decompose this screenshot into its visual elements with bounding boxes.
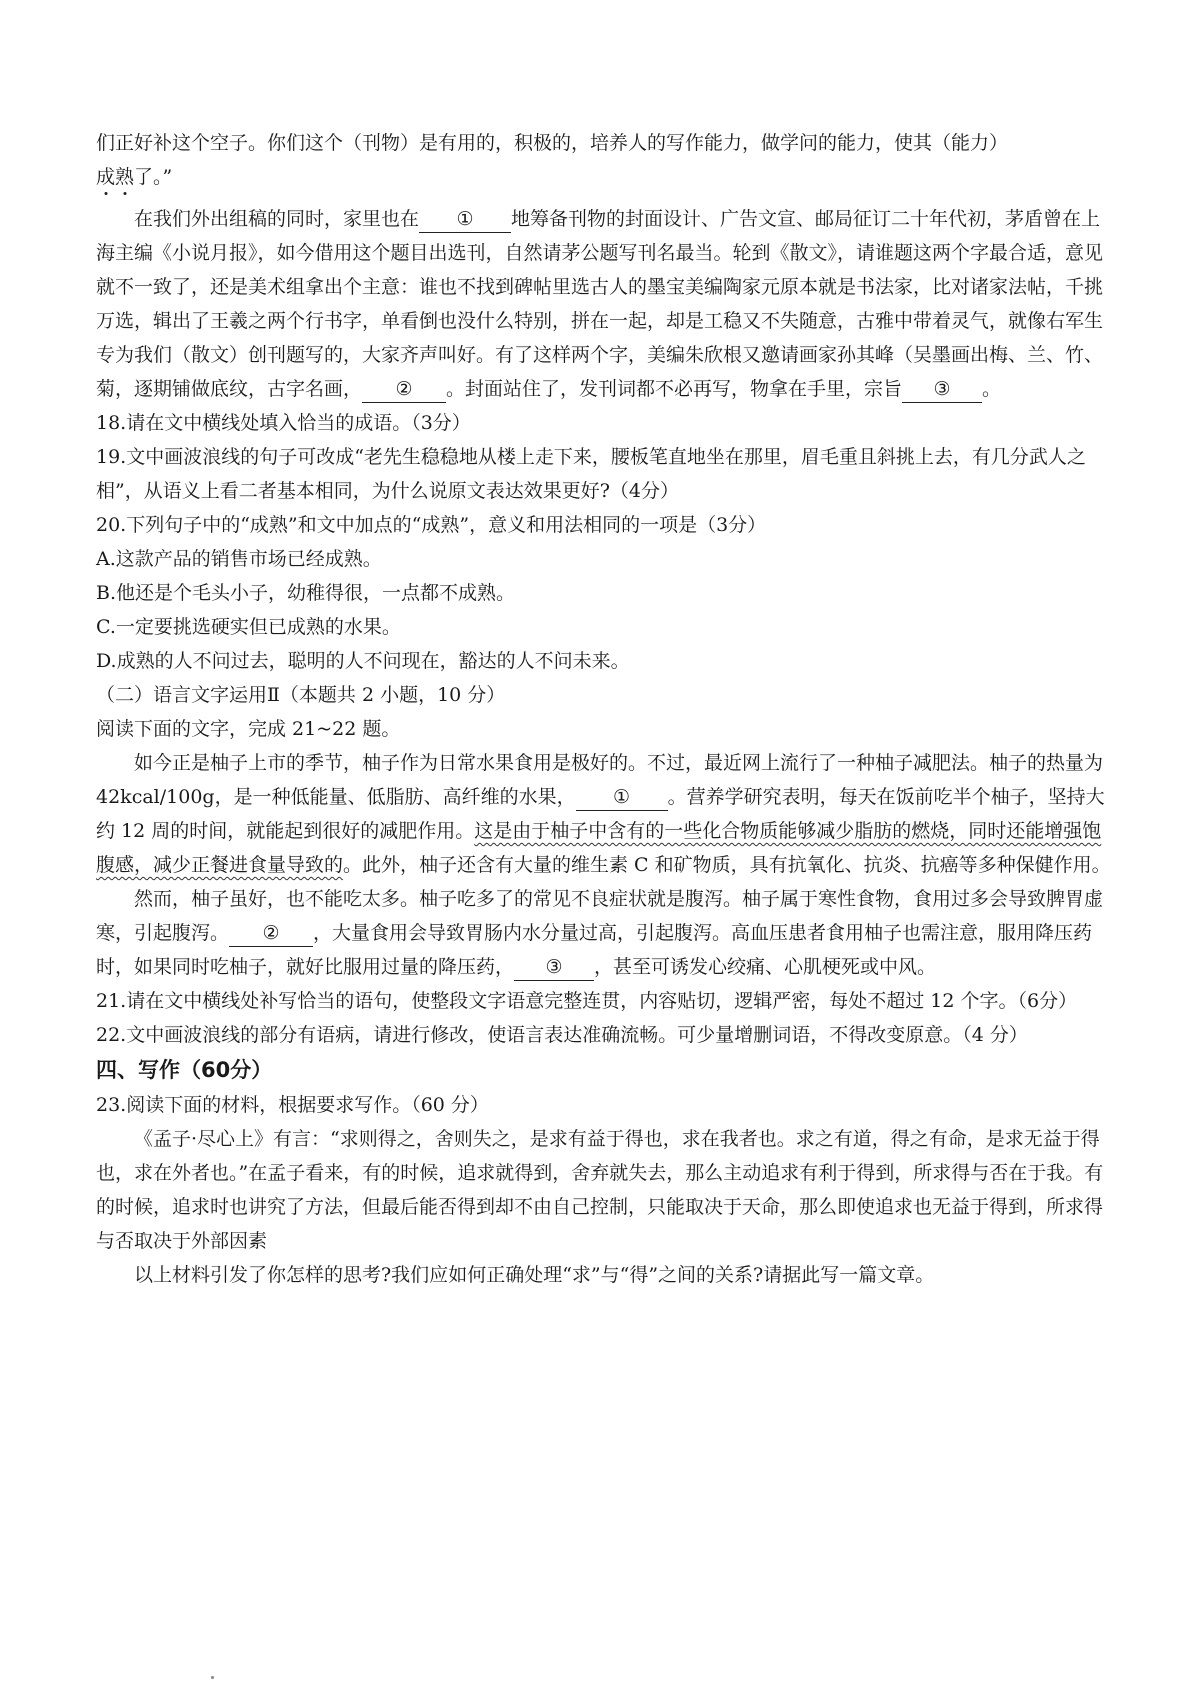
reading-instructions: 阅读下面的文字，完成 21~22 题。 [96,718,401,740]
passage-line: 们正好补这个空子。你们这个（刊物）是有用的，积极的，培养人的写作能力，做学问的能力，使其（能力） [96,132,1009,154]
passage-paragraph [96,882,1116,984]
passage-text: ，甚至可诱发心绞痛、心肌梗死或中风。 [594,956,937,978]
fill-blank-1[interactable]: ① [419,206,511,233]
passage-text: 然而，柚子虽好，也不能吃太多。柚子吃多了的常见不良症状就是腹泻。柚子属于寒性食物，食用过多会导致脾胃虚寒，引起腹泻。 [96,888,1104,944]
option-b: B.他还是个毛头小子，幼稚得很，一点都不成熟。 [96,582,516,604]
passage-text: 如今正是柚子上市的季节，柚子作为日常水果食用是极好的。不过，最近网上流行了一种柚子减肥法。柚子的热量为 42kcal/100g，是一种低能量、低脂肪、高纤维的水果， [96,752,1104,808]
passage-text: 在我们外出组稿的同时，家里也在 [134,208,420,230]
passage-text: 。 [982,378,1002,400]
fill-blank-3[interactable]: ③ [902,376,982,403]
passage-text: ，大量食用会导致胃肠内水分量过高，引起腹泻。高血压患者食用柚子也需注意，服用降压药时，如果同时吃柚子，就好比服用过量的降压药， [96,922,1093,978]
fill-blank-2[interactable]: ② [229,920,313,947]
passage-paragraph [96,746,1116,882]
question-22: 22.文中画波浪线的部分有语病，请进行修改，使语言表达准确流畅。可少量增删词语，不得改变原意。（4 分） [96,1024,1028,1046]
dotted-char: 成 [96,166,116,188]
fill-blank-1[interactable]: ① [576,784,668,811]
dotted-char: 熟 [115,166,135,188]
passage-text: 了。” [134,166,173,188]
question-23: 23.阅读下面的材料，根据要求写作。（60 分） [96,1094,489,1116]
writing-material: 《孟子·尽心上》有言：“求则得之，舍则失之，是求有益于得也，求在我者也。求之有道，得之有命，是求无益于得也，求在外者也。”在孟子看来，有的时候，追求就得到，舍弃就失去，那么主动追求有利于得到，所求得与否在于我。有的时候，追求时也讲究了方法，但最后能否得到却不由自己控制，只能取决于天命，那么即使追求也无益于得到，所求得与否取决于外部因素 [96,1128,1104,1252]
exam-page [96,126,1116,1292]
question-21: 21.请在文中横线处补写恰当的语句，使整段文字语意完整连贯，内容贴切，逻辑严密，每处不超过 12 个字。（6分） [96,990,1078,1012]
option-a: A.这款产品的销售市场已经成熟。 [96,548,382,570]
passage-paragraph [96,202,1116,406]
question-20: 20.下列句子中的“成熟”和文中加点的“成熟”，意义和用法相同的一项是（3分） [96,514,767,536]
wavy-underlined-sentence: 这是由于柚子中含有的一些化合物质能够减少脂肪的燃烧，同时还能增强饱腹感，减少正餐进食量导致的 [96,820,1102,876]
fill-blank-2[interactable]: ② [362,376,446,403]
option-c: C.一定要挑选硬实但已成熟的水果。 [96,616,401,638]
passage-text: 地筹备刊物的封面设计、广告文宣、邮局征订二十年代初，茅盾曾在上海主编《小说月报》，如今借用这个题目出选刊，自然请茅公题写刊名最当。轮到《散文》，请谁题这两个字最合适，意见就不一致了，还是美术组拿出个主意：谁也不找到碑帖里选古人的墨宝美编陶家元原本就是书法家，比对诸家法帖，千挑万选，辑出了王羲之两个行书字，单看倒也没什么特别，拼在一起，却是工稳又不失随意，古雅中带着灵气，就像右军生专为我们（散文）创刊题写的，大家齐声叫好。有了这样两个字，美编朱欣根又邀请画家孙其峰（吴墨画出梅、兰、竹、菊，逐期铺做底纹，古字名画， [96,208,1104,400]
section-heading-2: （二）语言文字运用Ⅱ（本题共 2 小题，10 分） [96,684,506,706]
passage-text: 。营养学研究表明，每天在饭前吃半个柚子，坚持大约 12 周的时间，就能起到很好的减肥作用。 [96,786,1105,842]
question-19: 19.文中画波浪线的句子可改成“老先生稳稳地从楼上走下来，腰板笔直地坐在那里，眉毛重且斜挑上去，有几分武人之相”，从语义上看二者基本相同，为什么说原文表达效果更好?（4分） [96,446,1086,502]
section-heading-4: 四、写作（60分） [96,1058,273,1082]
writing-prompt: 以上材料引发了你怎样的思考?我们应如何正确处理“求”与“得”之间的关系?请据此写一篇文章。 [134,1264,935,1286]
passage-continuation [96,126,1116,194]
fill-blank-3[interactable]: ③ [514,954,594,981]
passage-text: 。封面站住了，发刊词都不必再写，物拿在手里，宗旨 [446,378,903,400]
option-d: D.成熟的人不问过去，聪明的人不问现在，豁达的人不问未来。 [96,650,630,672]
question-18: 18.请在文中横线处填入恰当的成语。（3分） [96,412,471,434]
passage-text: 。此外，柚子还含有大量的维生素 C 和矿物质，具有抗氧化、抗炎、抗癌等多种保健作用。 [343,854,1111,876]
page-mark [211,1676,214,1679]
